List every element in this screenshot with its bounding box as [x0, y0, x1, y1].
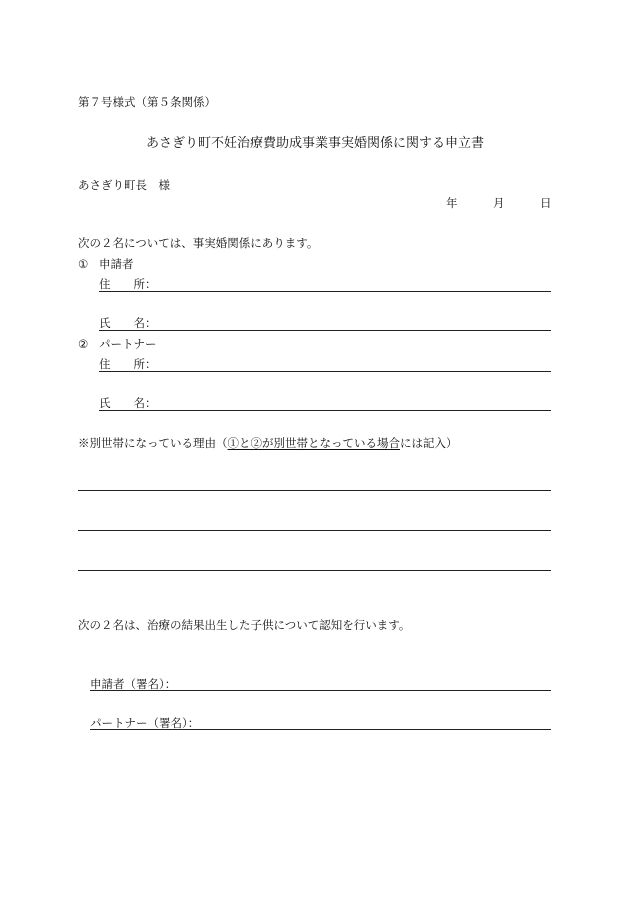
partner-address-label: 住 所：	[99, 357, 157, 371]
reason-line-2[interactable]	[78, 530, 551, 531]
reason-line-1[interactable]	[78, 490, 551, 491]
separate-household-reason-label	[78, 438, 458, 450]
applicant-name-field[interactable]	[99, 330, 551, 331]
partner-signature-label: パートナー（署名）：	[90, 716, 200, 730]
date-day-label: 日	[540, 196, 552, 210]
reason-prefix: ※別世帯になっている理由（	[78, 436, 228, 450]
partner-name-field[interactable]	[99, 410, 551, 411]
common-law-statement: 次の２名については、事実婚関係にあります。	[78, 236, 319, 250]
partner-name-label: 氏 名：	[99, 396, 157, 410]
partner-signature-field[interactable]	[90, 729, 551, 730]
partner-section-heading: パートナー	[99, 337, 157, 351]
addressee: あさぎり町長 様	[78, 178, 170, 192]
applicant-section-heading: 申請者	[99, 257, 134, 271]
partner-address-field[interactable]	[99, 371, 551, 372]
applicant-section-number: ①	[78, 257, 89, 271]
reason-suffix: には記入）	[400, 436, 458, 450]
document-title: あさぎり町不妊治療費助成事業事実婚関係に関する申立書	[145, 136, 484, 151]
date-year-label: 年	[446, 196, 458, 210]
reason-line-3[interactable]	[78, 570, 551, 571]
applicant-signature-field[interactable]	[90, 690, 551, 691]
reason-condition: ①と②が別世帯となっている場合	[227, 436, 400, 450]
partner-section-number: ②	[78, 337, 89, 351]
applicant-signature-label: 申請者（署名）：	[90, 677, 177, 691]
date-month-label: 月	[493, 196, 505, 210]
applicant-address-label: 住 所：	[99, 277, 157, 291]
applicant-name-label: 氏 名：	[99, 316, 157, 330]
form-number: 第７号様式（第５条関係）	[78, 95, 216, 109]
applicant-address-field[interactable]	[99, 291, 551, 292]
acknowledgement-statement: 次の２名は、治療の結果出生した子供について認知を行います。	[78, 618, 411, 632]
